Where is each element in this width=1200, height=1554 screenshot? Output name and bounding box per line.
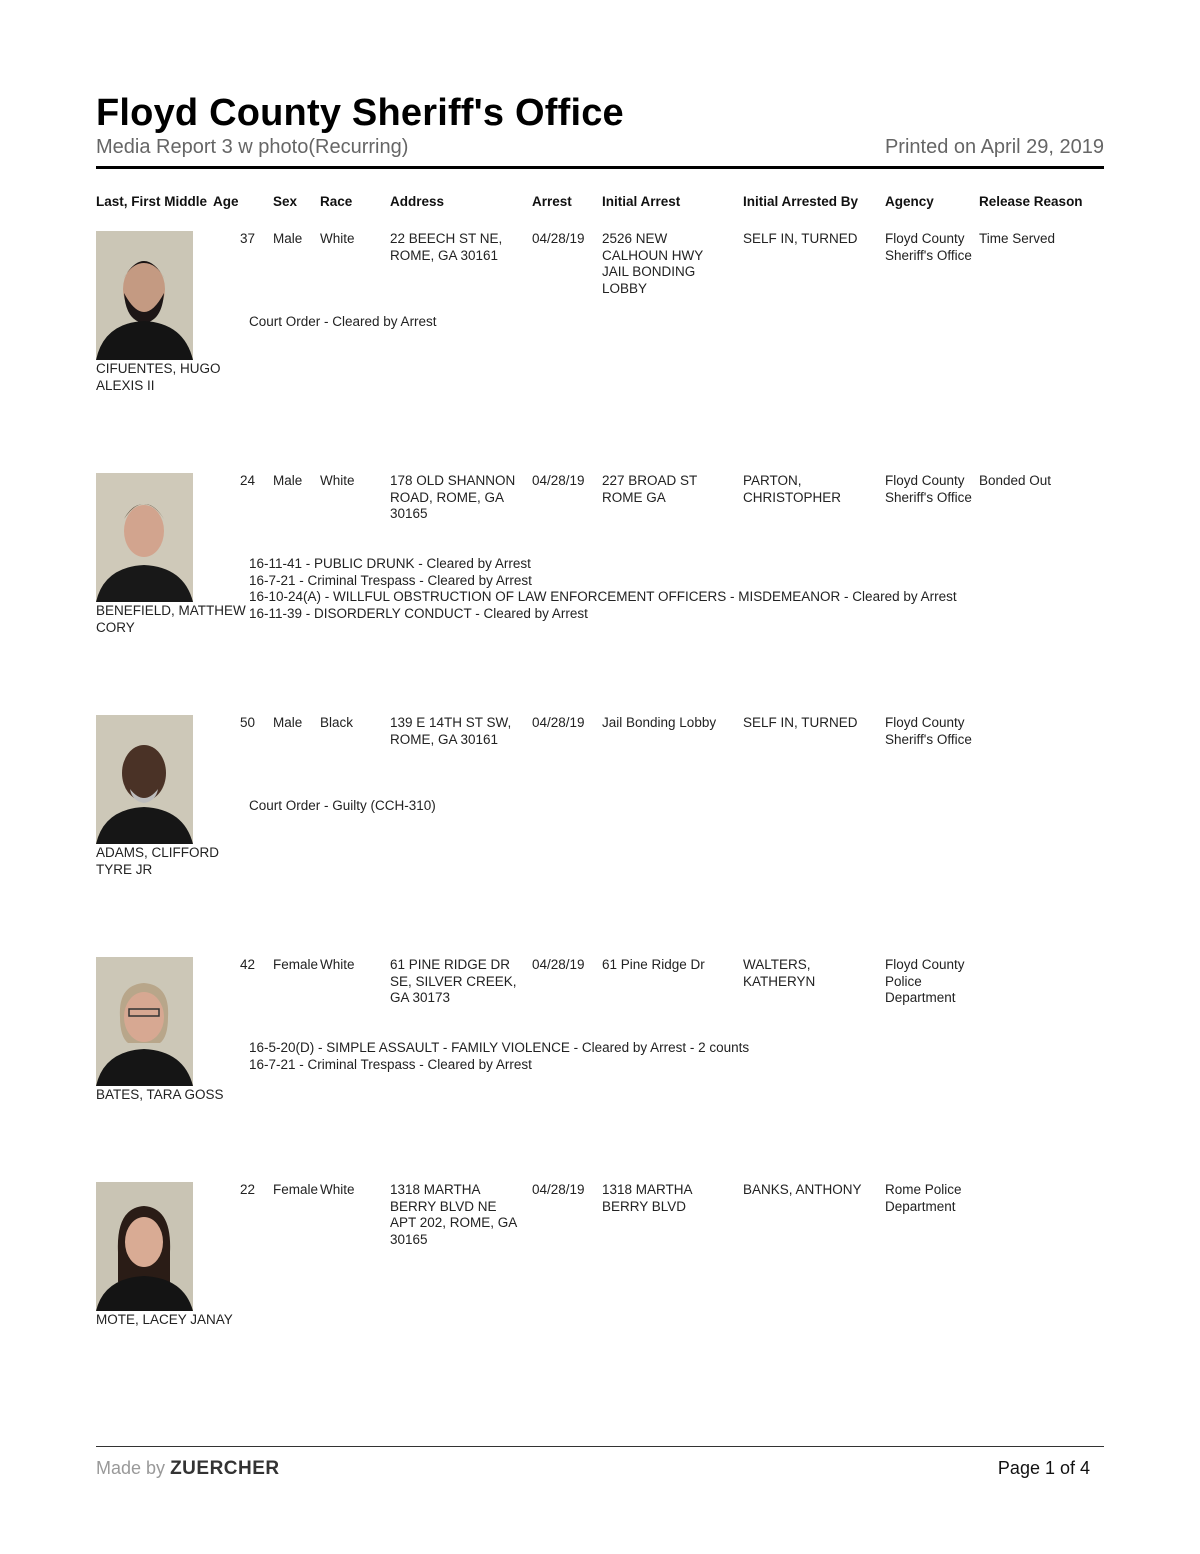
arrested-by: PARTON, CHRISTOPHER xyxy=(743,473,842,505)
footer-rule xyxy=(96,1446,1104,1447)
inmate-name: BENEFIELD, MATTHEW CORY xyxy=(96,603,246,635)
arrest-date: 04/28/19 xyxy=(532,231,585,246)
address-value: 22 BEECH ST NE, ROME, GA 30161 xyxy=(390,231,503,263)
charges-list xyxy=(249,798,436,815)
charges-list xyxy=(249,1040,749,1073)
agency-value: Floyd County Sheriff's Office xyxy=(885,715,972,747)
age-value: 50 xyxy=(240,715,256,730)
charge-item: 16-5-20(D) - SIMPLE ASSAULT - FAMILY VIOLENCE - Cleared by Arrest - 2 counts xyxy=(249,1040,750,1055)
sex-value: Female xyxy=(273,1182,319,1197)
race-value: White xyxy=(320,473,355,488)
agency-value: Rome Police Department xyxy=(885,1182,962,1214)
agency-value: Floyd County Police Department xyxy=(885,957,965,1005)
sex-value: Male xyxy=(273,715,303,730)
report-subtitle: Media Report 3 w photo(Recurring) xyxy=(96,136,409,158)
column-header-initial-arrest: Initial Arrest xyxy=(602,194,681,209)
column-header-arrested-by: Initial Arrested By xyxy=(743,194,859,209)
inmate-name: CIFUENTES, HUGO ALEXIS II xyxy=(96,361,221,393)
column-header-arrest: Arrest xyxy=(532,194,572,209)
address-value: 1318 MARTHA BERRY BLVD NE APT 202, ROME, GA 30165 xyxy=(390,1182,517,1247)
age-value: 22 xyxy=(240,1182,256,1197)
initial-arrest-location: 61 Pine Ridge Dr xyxy=(602,957,705,972)
column-header-address: Address xyxy=(390,194,445,209)
booking-photo xyxy=(96,957,193,1086)
column-header-age: Age xyxy=(213,194,239,209)
booking-photo xyxy=(96,473,193,602)
age-value: 24 xyxy=(240,473,256,488)
made-by-label: Made by xyxy=(96,1458,166,1478)
initial-arrest-location: 227 BROAD ST ROME GA xyxy=(602,473,698,505)
initial-arrest-location: Jail Bonding Lobby xyxy=(602,715,717,730)
age-value: 37 xyxy=(240,231,256,246)
charge-item: 16-7-21 - Criminal Trespass - Cleared by Arrest xyxy=(249,572,532,588)
charge-item: 16-10-24(A) - WILLFUL OBSTRUCTION OF LAW ENFORCEMENT OFFICERS - MISDEMEANOR - Cleared by Arrest xyxy=(249,589,957,604)
made-by-credit xyxy=(96,1458,280,1480)
report-title: Floyd County Sheriff's Office xyxy=(96,92,624,134)
agency-value: Floyd County Sheriff's Office xyxy=(885,231,972,263)
arrest-date: 04/28/19 xyxy=(532,957,585,972)
arrest-date: 04/28/19 xyxy=(532,473,585,488)
initial-arrest-location: 2526 NEW CALHOUN HWY JAIL BONDING LOBBY xyxy=(602,231,704,296)
booking-photo xyxy=(96,715,193,844)
sex-value: Male xyxy=(273,473,303,488)
release-reason: Bonded Out xyxy=(979,473,1052,488)
header-rule xyxy=(96,166,1104,169)
arrested-by: SELF IN, TURNED xyxy=(743,231,858,246)
charges-list xyxy=(249,314,437,331)
arrested-by: WALTERS, KATHERYN xyxy=(743,957,816,989)
charge-item: 16-11-39 - DISORDERLY CONDUCT - Cleared by Arrest xyxy=(249,605,588,621)
release-reason: Time Served xyxy=(979,231,1056,246)
charge-item: 16-11-41 - PUBLIC DRUNK - Cleared by Arrest xyxy=(249,556,531,571)
sex-value: Female xyxy=(273,957,319,972)
column-header-release: Release Reason xyxy=(979,194,1083,209)
arrested-by: SELF IN, TURNED xyxy=(743,715,858,730)
address-value: 139 E 14TH ST SW, ROME, GA 30161 xyxy=(390,715,512,747)
initial-arrest-location: 1318 MARTHA BERRY BLVD xyxy=(602,1182,692,1214)
agency-value: Floyd County Sheriff's Office xyxy=(885,473,972,505)
charge-item: Court Order - Guilty (CCH-310) xyxy=(249,798,436,813)
booking-photo xyxy=(96,1182,193,1311)
age-value: 42 xyxy=(240,957,256,972)
column-header-sex: Sex xyxy=(273,194,298,209)
charge-item: Court Order - Cleared by Arrest xyxy=(249,314,437,329)
race-value: White xyxy=(320,1182,355,1197)
address-value: 61 PINE RIDGE DR SE, SILVER CREEK, GA 30173 xyxy=(390,957,517,1005)
sex-value: Male xyxy=(273,231,303,246)
race-value: White xyxy=(320,231,355,246)
zuercher-logo: ZUERCHER xyxy=(170,1458,280,1479)
inmate-name: MOTE, LACEY JANAY xyxy=(96,1312,233,1327)
inmate-name: ADAMS, CLIFFORD TYRE JR xyxy=(96,845,220,877)
column-header-race: Race xyxy=(320,194,353,209)
charge-item: 16-7-21 - Criminal Trespass - Cleared by Arrest xyxy=(249,1056,532,1072)
arrest-date: 04/28/19 xyxy=(532,1182,585,1197)
charges-list xyxy=(249,556,957,622)
address-value: 178 OLD SHANNON ROAD, ROME, GA 30165 xyxy=(390,473,516,521)
race-value: White xyxy=(320,957,355,972)
arrested-by: BANKS, ANTHONY xyxy=(743,1182,862,1197)
column-header-name: Last, First Middle xyxy=(96,194,208,209)
race-value: Black xyxy=(320,715,354,730)
column-header-agency: Agency xyxy=(885,194,934,209)
page-number: Page 1 of 4 xyxy=(997,1458,1090,1478)
inmate-name: BATES, TARA GOSS xyxy=(96,1087,224,1102)
arrest-date: 04/28/19 xyxy=(532,715,585,730)
printed-date: Printed on April 29, 2019 xyxy=(884,136,1104,158)
booking-photo xyxy=(96,231,193,360)
